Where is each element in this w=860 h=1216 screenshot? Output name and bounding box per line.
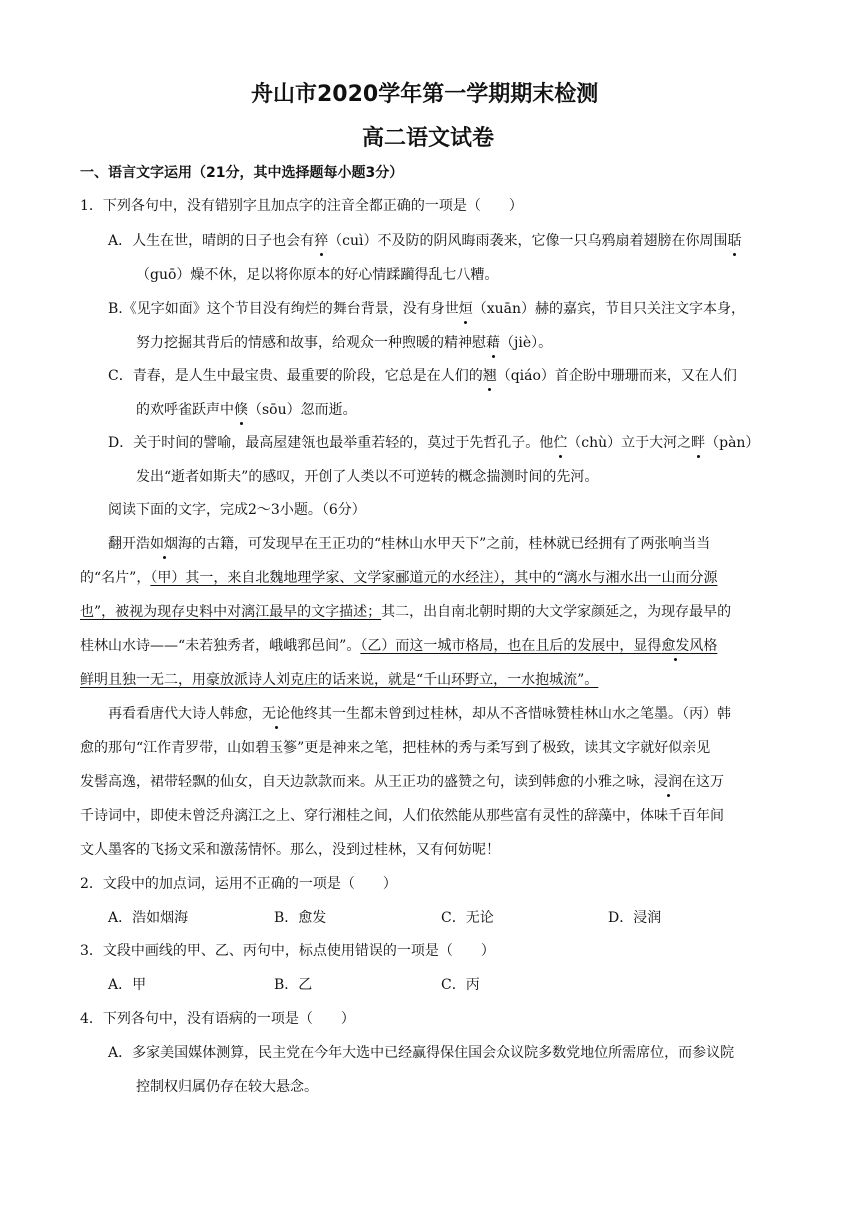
passage-line xyxy=(80,636,717,656)
text-segment: 发髻高逸，裙带轻飘的仙女，自天边款款而来。从王正功的盛赞之句，读到韩愈的小雅之咏， xyxy=(80,774,654,790)
text-segment: （xuān）赫的嘉宾，节目只关注文字本身， xyxy=(472,301,746,317)
q4-option-a-line2: 控制权归属仍存在较大悬念。 xyxy=(136,1079,318,1095)
q2-option-a[interactable]: A．浩如烟海 xyxy=(108,910,189,926)
text-segment: （qiáo）首企盼中珊珊而来，又在人们 xyxy=(496,368,737,384)
passage-line xyxy=(108,704,731,724)
question-3-stem: 3．文段中画线的甲、乙、丙句中，标点使用错误的一项是（ ） xyxy=(80,943,495,959)
text-segment: （cuì）不及防的阴风晦雨袭来，它像一只乌鸦扇着翅膀在你周围 xyxy=(328,233,728,249)
dotted-char: 猝 xyxy=(314,233,329,249)
question-1-stem: 1．下列各句中，没有错别字且加点字的注音全都正确的一项是（ ） xyxy=(80,198,523,214)
exam-subtitle: 高二语文试卷 xyxy=(362,126,495,151)
dotted-char: 翘 xyxy=(482,368,497,384)
text-segment: D．关于时间的譬喻，最高屋建瓴也最举重若轻的，莫过于先哲孔子。他 xyxy=(108,435,554,451)
text-segment: 桂林山水诗——“未若独秀者，峨峨郛邑间”。 xyxy=(80,638,361,654)
q2-option-c[interactable]: C．无论 xyxy=(441,910,494,926)
q3-option-a[interactable]: A．甲 xyxy=(108,977,147,993)
dotted-word: 无论 xyxy=(262,706,290,722)
dotted-char: 藉 xyxy=(486,335,500,351)
q1-option-c-line2 xyxy=(136,400,357,420)
q1-option-d-line1 xyxy=(108,433,759,453)
text-segment: A．人生在世，晴朗的日子也会有 xyxy=(108,233,315,249)
q1-option-b-line2 xyxy=(136,333,552,353)
q1-option-a-line1 xyxy=(108,231,741,251)
text-segment: （pàn） xyxy=(705,435,760,451)
q3-option-c[interactable]: C．丙 xyxy=(441,977,480,993)
dotted-char: 伫 xyxy=(553,435,568,451)
q3-option-b[interactable]: B．乙 xyxy=(274,977,313,993)
q1-option-a-line2: （guō）燥不休，足以将你原本的好心情蹂躏得乱七八糟。 xyxy=(136,267,499,283)
text-segment: 在这万 xyxy=(682,774,724,790)
q1-option-b-line1 xyxy=(108,299,745,319)
passage-line xyxy=(108,534,710,554)
passage-line: 文人墨客的飞扬文采和激荡情怀。那么，没到过桂林，又有何妨呢！ xyxy=(80,842,500,858)
text-segment: 的“名片”， xyxy=(80,570,151,586)
text-segment: 慰 xyxy=(472,335,486,351)
dotted-char: 倏 xyxy=(234,402,248,418)
text-segment: B.《见字如面》这个节目没有绚烂的舞台背景，没有身世 xyxy=(108,301,459,317)
text-segment: 他终其一生都未曾到过桂林，却从不吝惜咏赞桂林山水之笔墨。（丙）韩 xyxy=(290,706,731,722)
dotted-char: 烜 xyxy=(458,301,473,317)
text-segment: 的欢呼雀跃声中 xyxy=(136,402,234,418)
passage-line xyxy=(80,772,724,792)
text-segment: 其二，出自南北朝时期的大文学家颜延之，为现存最早的 xyxy=(381,604,732,620)
dotted-char: 畔 xyxy=(691,435,706,451)
text-segment: （chù）立于大河之 xyxy=(567,435,692,451)
dotted-word: 浸润 xyxy=(654,774,682,790)
reading-instruction: 阅读下面的文字，完成2～3小题。（6分） xyxy=(108,502,366,518)
q1-option-c-line1 xyxy=(108,366,737,386)
text-segment: （jiè）。 xyxy=(500,335,553,351)
underlined-sentence-jia: （甲）其一，来自北魏地理学家、文学家郦道元的水经注），其中的“漓水与湘水出一山而分源 xyxy=(150,570,718,586)
text-segment: 翻开 xyxy=(108,536,136,552)
q2-option-b[interactable]: B．愈发 xyxy=(274,910,327,926)
underlined-sentence-jia: 也”，被视为现存史料中对漓江最早的文字描述； xyxy=(80,604,382,620)
question-4-stem: 4．下列各句中，没有语病的一项是（ ） xyxy=(80,1011,355,1027)
q1-option-d-line2: 发出“逝者如斯夫”的感叹，开创了人类以不可逆转的概念揣测时间的先河。 xyxy=(136,469,599,485)
underlined-sentence-yi: （乙）而这一城市格局，也在且后的发展中，显得 xyxy=(360,638,662,654)
dotted-word: 愈发 xyxy=(661,638,690,654)
q4-option-a-line1[interactable]: A．多家美国媒体测算，民主党在今年大选中已经赢得保住国会众议院多数党地位所需席位，而参议院 xyxy=(108,1045,735,1061)
passage-line: 愈的那句“江作青罗带，山如碧玉篸”更是神来之笔，把桂林的秀与柔写到了极致，读其文字就好似亲见 xyxy=(80,740,711,756)
text-segment: C．青春，是人生中最宝贵、最重要的阶段，它总是在人们的 xyxy=(108,368,483,384)
question-2-stem: 2．文段中的加点词，运用不正确的一项是（ ） xyxy=(80,876,397,892)
text-segment: （sōu）忽而逝。 xyxy=(248,402,357,418)
text-segment: 的古籍，可发现早在王正功的“桂林山水甲天下”之前，桂林就已经拥有了两张响当当 xyxy=(192,536,711,552)
dotted-word: 浩如烟海 xyxy=(136,536,192,552)
passage-line xyxy=(80,568,717,588)
text-segment: 再看看唐代大诗人韩愈， xyxy=(108,706,262,722)
passage-line: 千诗词中，即使未曾泛舟漓江之上、穿行湘桂之间，人们依然能从那些富有灵性的辞藻中，体味千百年间 xyxy=(80,808,724,824)
dotted-char: 聒 xyxy=(727,233,742,249)
q2-option-d[interactable]: D．浸润 xyxy=(608,910,662,926)
section-heading: 一、语言文字运用（21分，其中选择题每小题3分） xyxy=(80,165,404,181)
underlined-sentence-yi: 鲜明且独一无二，用豪放派诗人刘克庄的话来说，就是“千山环野立，一水抱城流”。 xyxy=(80,672,599,688)
exam-title: 舟山市2020学年第一学期期末检测 xyxy=(251,82,599,107)
text-segment: 努力挖掘其背后的情感和故事，给观众一种煦暖的精神 xyxy=(136,335,472,351)
passage-line xyxy=(80,602,731,622)
passage-line xyxy=(80,670,598,690)
underlined-sentence-yi: 风格 xyxy=(689,638,718,654)
